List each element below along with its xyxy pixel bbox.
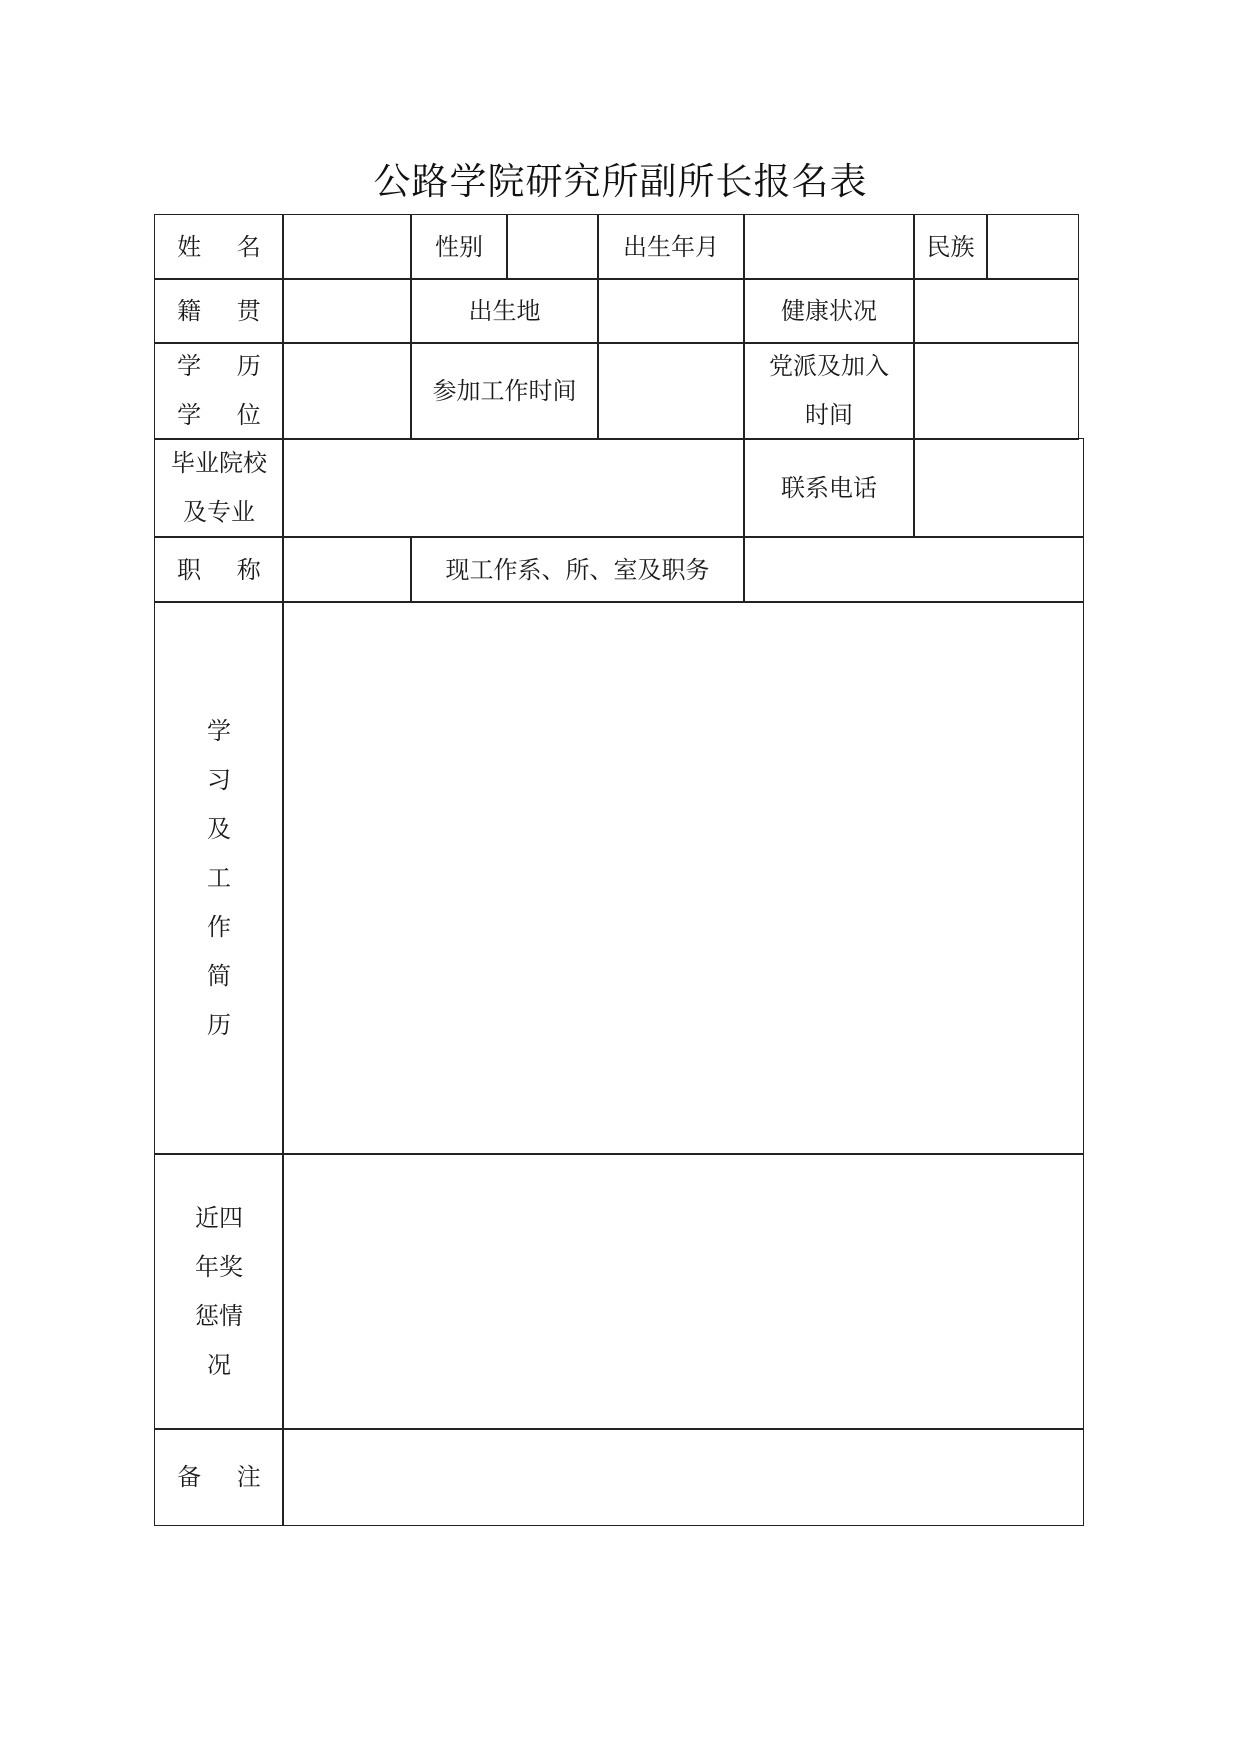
birth-date-label: 出生年月 <box>597 214 745 280</box>
ethnicity-label: 民族 <box>913 214 988 280</box>
party-label: 党派及加入 时间 <box>743 342 915 440</box>
remarks-label: 备 注 <box>154 1428 284 1526</box>
awards-label: 近四 年奖 惩情 况 <box>154 1153 284 1430</box>
health-label: 健康状况 <box>743 278 915 344</box>
professional-title-field[interactable] <box>282 536 412 603</box>
form-title: 公路学院研究所副所长报名表 <box>373 160 868 203</box>
education-label: 学 历 学 位 <box>154 342 284 440</box>
resume-label: 学 习 及 工 作 简 历 <box>154 601 284 1155</box>
native-place-field[interactable] <box>282 278 412 344</box>
birth-date-field[interactable] <box>743 214 915 280</box>
phone-label: 联系电话 <box>743 438 915 538</box>
ethnicity-field[interactable] <box>986 214 1079 280</box>
phone-field[interactable] <box>913 438 1084 538</box>
education-field[interactable] <box>282 342 412 440</box>
party-field[interactable] <box>913 342 1079 440</box>
awards-field[interactable] <box>282 1153 1084 1430</box>
current-position-label: 现工作系、所、室及职务 <box>410 536 745 603</box>
school-field[interactable] <box>282 438 745 538</box>
health-field[interactable] <box>913 278 1079 344</box>
native-place-label: 籍 贯 <box>154 278 284 344</box>
professional-title-label: 职 称 <box>154 536 284 603</box>
work-start-field[interactable] <box>597 342 745 440</box>
gender-label: 性别 <box>410 214 508 280</box>
name-field[interactable] <box>282 214 412 280</box>
work-start-label: 参加工作时间 <box>410 342 599 440</box>
name-label: 姓 名 <box>154 214 284 280</box>
resume-field[interactable] <box>282 601 1084 1155</box>
current-position-field[interactable] <box>743 536 1084 603</box>
birthplace-field[interactable] <box>597 278 745 344</box>
school-label: 毕业院校 及专业 <box>154 438 284 538</box>
birthplace-label: 出生地 <box>410 278 599 344</box>
gender-field[interactable] <box>506 214 599 280</box>
remarks-field[interactable] <box>282 1428 1084 1526</box>
